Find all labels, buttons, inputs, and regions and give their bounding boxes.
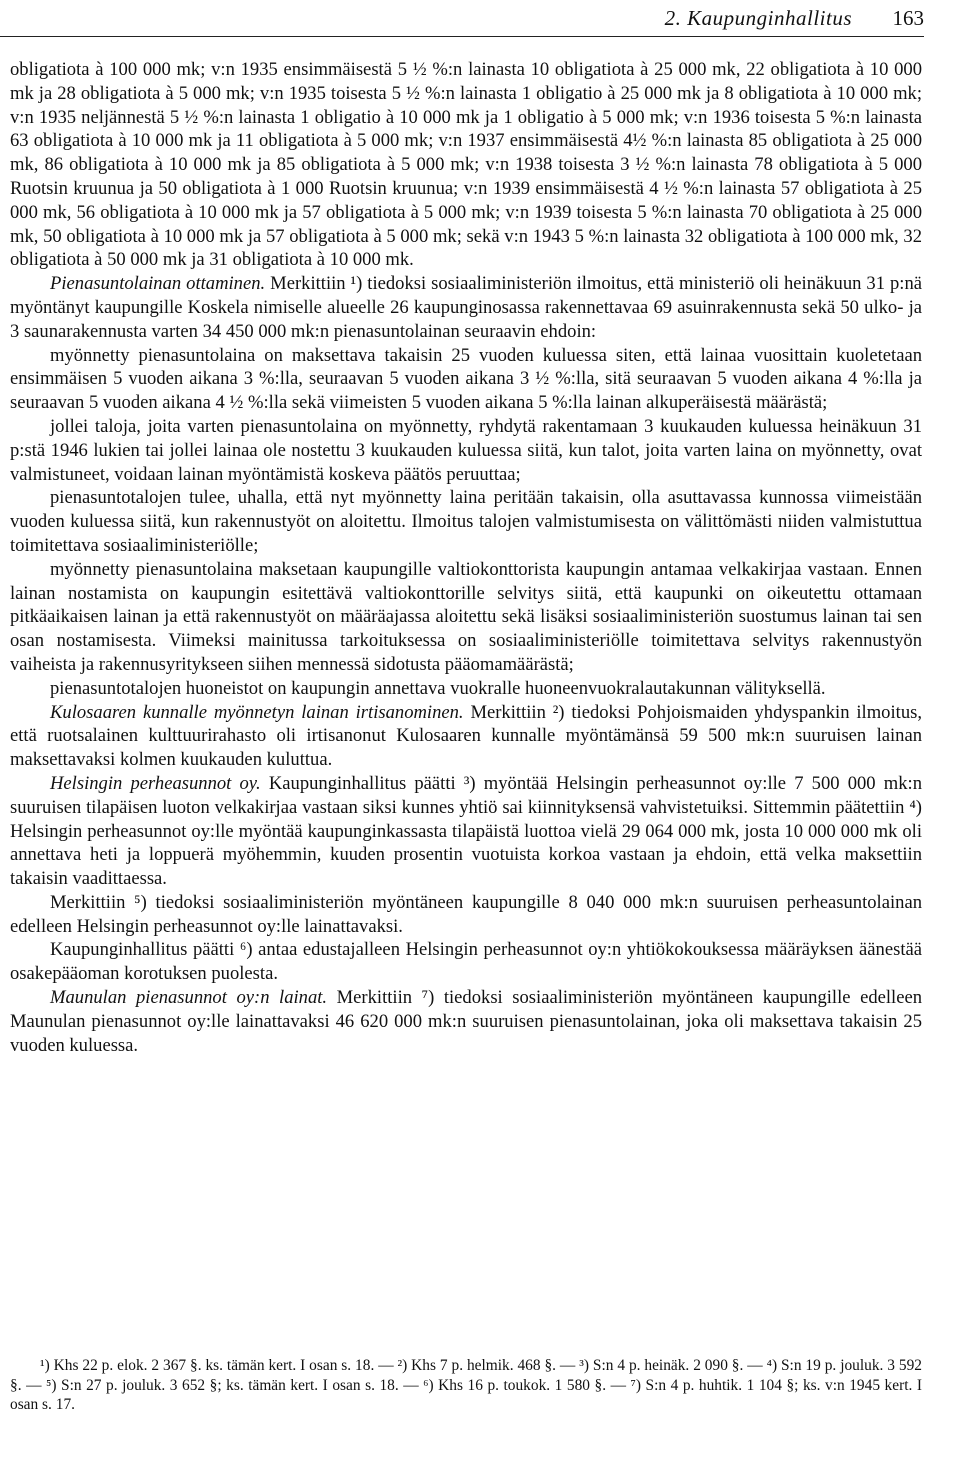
- section-heading: Maunulan pienasunnot oy:n lainat.: [50, 987, 328, 1009]
- footnote-text: ¹) Khs 22 p. elok. 2 367 §. ks. tämän kert. I osan s. 18. — ²) Khs 7 p. helmik. 468 §. — ³) S:n 4 p. heinäk. 2 090 §. — ⁴) S:n 19 p. jouluk. 3 592 §. — ⁵) S:n 27 p. jouluk. 3 652 §; ks. tämän kert. I osan s. 18. — ⁶) Khs 16 p. toukok. 1 580 §. — ⁷) S:n 4 p. huhtik. 1 104 §; ks. v:n 1945 kert. I osan s. 17.: [10, 1357, 922, 1413]
- header-rule: [0, 36, 924, 37]
- paragraph-shareholder-meeting: Kaupunginhallitus päätti ⁶) antaa edustajalleen Helsingin perheasunnot oy:n yhtiökokouksessa määräyksen äänestää osakepääoman korotuksen puolesta.: [10, 939, 922, 985]
- section-heading: Pienasuntolainan ottaminen.: [50, 273, 266, 295]
- paragraph-condition-construction: jollei taloja, joita varten pienasuntolaina on myönnetty, ryhdytä rakentamaan 3 kuukauden kuluessa heinäkuun 31 p:stä 1946 lukien tai jollei lainaa ole nostettu 3 kuukauden kuluessa siitä, kun talot, joita varten laina on myönnetty, ovat valmistuneet, voidaan lainan myöntämistä koskeva päätös peruuttaa;: [10, 415, 922, 485]
- footnotes: [10, 1356, 922, 1415]
- paragraph-text: Merkittiin ²) tiedoksi Pohjoismaiden yhdyspankin ilmoitus, että ruotsalainen kulttuurirahasto oli irtisanonut Kulosaaren kunnalle myöntämänsä 59 500 mk:n suuruisen lainan maksettavaksi kolmen kuukauden kuluttua.: [10, 701, 922, 771]
- paragraph-bond-list: obligatiota à 100 000 mk; v:n 1935 ensimmäisestä 5 ½ %:n lainasta 10 obligatiota à 25 000 mk, 22 obligatiota à 10 000 mk ja 28 obligatiota à 5 000 mk; v:n 1935 toisesta 5 ½ %:n lainasta 1 obligatio à 25 000 mk ja 8 obligatiota à 10 000 mk; v:n 1935 neljännestä 5 ½ %:n lainasta 1 obligatio à 10 000 mk ja 1 obligatio à 5 000 mk; v:n 1936 toisesta 5 %:n lainasta 63 obligatiota à 10 000 mk ja 11 obligatiota à 5 000 mk; v:n 1937 ensimmäisestä 4½ %:n lainasta 85 obligatiota à 25 000 mk, 86 obligatiota à 10 000 mk ja 85 obligatiota à 5 000 mk; v:n 1938 toisesta 3 ½ %:n lainasta 78 obligatiota à 5 000 Ruotsin kruunua ja 50 obligatiota à 1 000 Ruotsin kruunua; v:n 1939 ensimmäisestä 4 ½ %:n lainasta 57 obligatiota à 25 000 mk, 56 obligatiota à 10 000 mk ja 57 obligatiota à 5 000 mk; v:n 1939 toisesta 5 %:n lainasta 70 obligatiota à 25 000 mk, 50 obligatiota à 10 000 mk ja 57 obligatiota à 5 000 mk; sekä v:n 1943 5 %:n lainasta 32 obligatiota à 100 000 mk, 32 obligatiota à 50 000 mk ja 31 obligatiota à 10 000 mk.: [10, 59, 922, 271]
- section-heading: Kulosaaren kunnalle myönnetyn lainan irtisanominen.: [50, 701, 464, 723]
- paragraph-condition-habitable: pienasuntotalojen tulee, uhalla, että nyt myönnetty laina peritään takaisin, olla asuttavassa kunnossa viimeistään vuoden kuluessa siitä, kun rakennustyöt on aloitettu. Ilmoitus talojen valmistumisesta on välittömästi niiden valmistuttua toimitettava sosiaaliministeriölle;: [10, 487, 922, 556]
- page-header: [0, 0, 960, 42]
- paragraph-small-housing-loan: [10, 272, 922, 343]
- paragraph-text: Kaupunginhallitus päätti ³) myöntää Helsingin perheasunnot oy:lle 7 500 000 mk:n suuruisen tilapäisen luoton velkakirjaa vastaan siksi kunnes yhtiö sai kiinnityksensä vahvistetuiksi. Sittemmin päätettiin ⁴) Helsingin perheasunnot oy:lle myöntää kaupunginkassasta tilapäistä luottoa vielä 29 064 000 mk, josta 10 000 000 mk oli annettava heti ja loppuerä myöhemmin, kuuden prosentin vuotuista korkoa vastaan ja ehdoin, että velka maksettiin takaisin vaadittaessa.: [10, 772, 922, 890]
- section-heading: Helsingin perheasunnot oy.: [50, 772, 261, 794]
- paragraph-condition-rental: pienasuntotalojen huoneistot on kaupungin annettava vuokralle huoneenvuokralautakunnan välityksellä.: [50, 677, 826, 699]
- paragraph-family-housing-loan: Merkittiin ⁵) tiedoksi sosiaaliministeriön myöntäneen kaupungille 8 040 000 mk:n suuruisen perheasuntolainan edelleen Helsingin perheasunnot oy:lle lainattavaksi.: [10, 891, 922, 937]
- paragraph-text: Merkittiin ¹) tiedoksi sosiaaliministeriön ilmoitus, että ministeriö oli heinäkuun 31 p:nä myöntänyt kaupungille Koskela nimiselle alueelle 26 kaupunginosassa rakennettavaa 69 asuinrakennusta sekä 50 ulko- ja 3 saunarakennusta varten 34 450 000 mk:n pienasuntolainan seuraavin ehdoin:: [10, 273, 922, 342]
- paragraph-maunula-loans: [10, 986, 922, 1057]
- paragraph-condition-repayment: myönnetty pienasuntolaina on maksettava takaisin 25 vuoden kuluessa siten, että lainaa vuosittain kuoletetaan ensimmäisen 5 vuoden aikana 3 %:lla, seuraavan 5 vuoden aikana 3 ½ %:lla, sitä seuraavan 5 vuoden aikana 4 %:lla ja seuraavan 5 vuoden aikana 4 ½ %:lla sekä viimeisten 5 vuoden aikana 5 %:lla lainan alkuperäisestä määrästä;: [10, 344, 922, 414]
- page-number: 163: [892, 6, 924, 30]
- running-title: 2. Kaupunginhallitus: [664, 6, 852, 30]
- paragraph-condition-payment: myönnetty pienasuntolaina maksetaan kaupungille valtiokonttorista kaupungin antamaa velkakirjaa vastaan. Ennen lainan nostamista on kaupungin esitettävä valtiokonttorille selvitys siitä, että kaupunki on oikeutettu ottamaan pitkäaikaisen lainan ja että rakennustyöt on määräajassa aloitettu sekä lisäksi sosiaaliministeriön suostumus lainan tai sen osan nostamisesta. Viimeksi mainitussa tarkoituksessa on sosiaaliministeriölle toimitettava selvitys rakennustyön vaiheista ja rakennusyritykseen siihen mennessä sidotusta pääomamäärästä;: [10, 558, 922, 675]
- paragraph-text: Merkittiin ⁷) tiedoksi sosiaaliministeriön myöntäneen kaupungille edelleen Maunulan pienasunnot oy:lle lainattavaksi 46 620 000 mk:n suuruisen pienasuntolainan, joka oli maksettava takaisin 25 vuoden kuluessa.: [10, 987, 923, 1056]
- paragraph-perheasunnot: [10, 772, 922, 891]
- paragraph-kulosaari-loan: [10, 701, 922, 772]
- document-body: [10, 58, 922, 1057]
